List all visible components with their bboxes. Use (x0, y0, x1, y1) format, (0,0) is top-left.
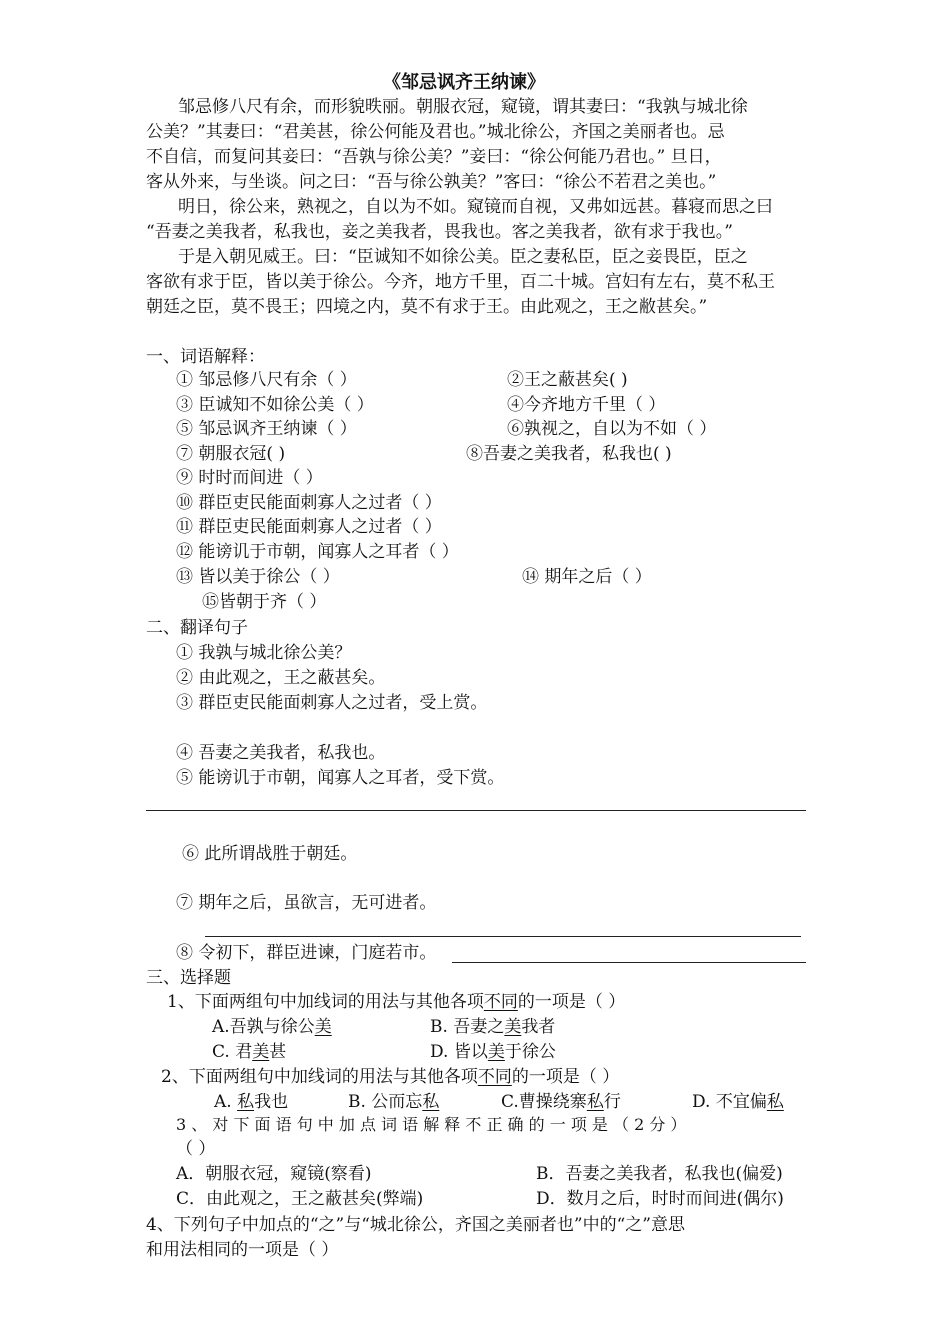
option-c (212, 1041, 286, 1063)
translate-item: ⑥ 此所谓战胜于朝廷。 (182, 844, 358, 864)
option-underlined: 私 (766, 1092, 784, 1112)
option-b: B．吾妻之美我者，私我也(偏爱) (536, 1164, 783, 1184)
translate-item: ⑤ 能谤讥于市朝，闻寡人之耳者，受下赏。 (176, 768, 505, 788)
question-2-stem (161, 1066, 619, 1088)
translate-item: ⑦ 期年之后，虽欲言，无可进者。 (176, 893, 437, 913)
answer-line (452, 962, 806, 963)
answer-line (146, 810, 806, 811)
option-text: 行 (603, 1092, 621, 1112)
page-title: 《邹忌讽齐王纳谏》 (383, 72, 545, 93)
option-text: C. 君 (212, 1042, 253, 1062)
option-underlined: 私 (237, 1092, 255, 1112)
option-text: 甚 (269, 1042, 287, 1062)
option-d (692, 1091, 784, 1113)
question-4-stem: 和用法相同的一项是（ ） (146, 1240, 339, 1260)
option-text: B. 吾妻之 (430, 1017, 505, 1037)
passage-line: 客欲有求于臣，皆以美于徐公。今齐，地方千里，百二十城。宫妇有左右，莫不私王 (146, 272, 775, 292)
vocab-item: ④今齐地方千里（ ） (507, 395, 666, 415)
vocab-item: ⑪ 群臣吏民能面刺寡人之过者（ ） (176, 517, 442, 537)
translate-item: ① 我孰与城北徐公美？ (176, 643, 352, 663)
passage-line: 邹忌修八尺有余，而形貌昳丽。朝服衣冠，窥镜，谓其妻曰：“我孰与城北徐 (178, 97, 748, 117)
vocab-item: ③ 臣诚知不如徐公美（ ） (176, 395, 374, 415)
stem-text: 的一项是（ ） (511, 1067, 620, 1087)
passage-line: 于是入朝见威王。曰：“臣诚知不如徐公美。臣之妻私臣，臣之妾畏臣，臣之 (178, 247, 748, 267)
option-d (430, 1041, 556, 1063)
section-heading: 二、翻译句子 (146, 618, 248, 638)
passage-line: 客从外来，与坐谈。问之曰：“吾与徐公孰美？”客曰：“徐公不若君之美也。” (146, 172, 717, 192)
option-underlined: 美 (314, 1017, 332, 1037)
vocab-item: ⑩ 群臣吏民能面刺寡人之过者（ ） (176, 493, 442, 513)
passage-line: “吾妻之美我者，私我也，妾之美我者，畏我也。客之美我者，欲有求于我也。” (146, 222, 733, 242)
option-underlined: 美 (487, 1042, 505, 1062)
option-underlined: 私 (586, 1092, 604, 1112)
option-a: A．朝服衣冠，窥镜(察看) (176, 1164, 372, 1184)
option-text: 于徐公 (504, 1042, 556, 1062)
passage-line: 不自信，而复问其妾曰：“吾孰与徐公美？”妾曰：“徐公何能乃君也。” 旦日， (146, 147, 722, 167)
option-text: 我也 (254, 1092, 289, 1112)
stem-underlined: 不同 (477, 1067, 512, 1087)
answer-line (205, 936, 801, 937)
vocab-item: ⑭ 期年之后（ ） (522, 567, 652, 587)
translate-item: ② 由此观之，王之蔽甚矣。 (176, 668, 386, 688)
option-d: D．数月之后，时时而间进(偶尔) (536, 1189, 784, 1209)
vocab-item: ②王之蔽甚矣( ) (507, 370, 628, 390)
translate-item: ⑧ 令初下，群臣进谏，门庭若市。 (176, 943, 437, 963)
option-c: C．由此观之，王之蔽甚矣(弊端) (176, 1189, 424, 1209)
option-text: D. 不宜偏 (692, 1092, 767, 1112)
vocab-item: ⑦ 朝服衣冠( ) (176, 444, 286, 464)
vocab-item: ⑤ 邹忌讽齐王纳谏（ ） (176, 419, 357, 439)
stem-underlined: 不同 (483, 992, 518, 1012)
translate-item: ④ 吾妻之美我者，私我也。 (176, 743, 386, 763)
vocab-item: ⑫ 能谤讥于市朝，闻寡人之耳者（ ） (176, 542, 459, 562)
question-4-stem: 4、下列句子中加点的“之”与“城北徐公，齐国之美丽者也”中的“之”意思 (146, 1215, 685, 1235)
passage-line: 明日，徐公来，熟视之，自以为不如。窥镜而自视，又弗如远甚。暮寝而思之曰 (178, 197, 773, 217)
vocab-item: ⑨ 时时而间进（ ） (176, 468, 323, 488)
section-heading: 一、词语解释： (146, 347, 265, 367)
option-a (212, 1016, 332, 1038)
option-text: A. (214, 1092, 238, 1112)
option-underlined: 美 (504, 1017, 522, 1037)
stem-text: 的一项是（ ） (517, 992, 626, 1012)
question-1-stem (167, 991, 625, 1013)
option-text: A.吾孰与徐公 (212, 1017, 315, 1037)
option-underlined: 私 (422, 1092, 440, 1112)
vocab-item: ⑧吾妻之美我者，私我也( ) (466, 444, 672, 464)
section-heading: 三、选择题 (146, 968, 231, 988)
vocab-item: ⑬ 皆以美于徐公（ ） (176, 567, 340, 587)
stem-text: 1、下面两组句中加线词的用法与其他各项 (167, 992, 484, 1012)
passage-line: 朝廷之臣，莫不畏王；四境之内，莫不有求于王。由此观之，王之敝甚矣。” (146, 297, 708, 317)
vocab-item: ⑥孰视之，自以为不如（ ） (507, 419, 717, 439)
answer-paren: （ ） (176, 1139, 216, 1159)
option-text: B. 公而忘 (348, 1092, 423, 1112)
passage-line: 公美？”其妻曰：“君美甚，徐公何能及君也。”城北徐公，齐国之美丽者也。忌 (146, 122, 725, 142)
question-3-stem: 3 、 对 下 面 语 句 中 加 点 词 语 解 释 不 正 确 的 一 项 是 （ 2 分 ） (176, 1115, 687, 1134)
vocab-item: ⑮皆朝于齐（ ） (202, 592, 327, 612)
option-c (501, 1091, 621, 1113)
stem-text: 2、下面两组句中加线词的用法与其他各项 (161, 1067, 478, 1087)
option-text: C.曹操绕寨 (501, 1092, 587, 1112)
option-b (348, 1091, 439, 1113)
option-text: D. 皆以 (430, 1042, 488, 1062)
option-a (214, 1091, 288, 1113)
vocab-item: ① 邹忌修八尺有余（ ） (176, 370, 357, 390)
option-underlined: 美 (252, 1042, 270, 1062)
option-text: 我者 (521, 1017, 556, 1037)
option-b (430, 1016, 555, 1038)
translate-item: ③ 群臣吏民能面刺寡人之过者，受上赏。 (176, 693, 488, 713)
